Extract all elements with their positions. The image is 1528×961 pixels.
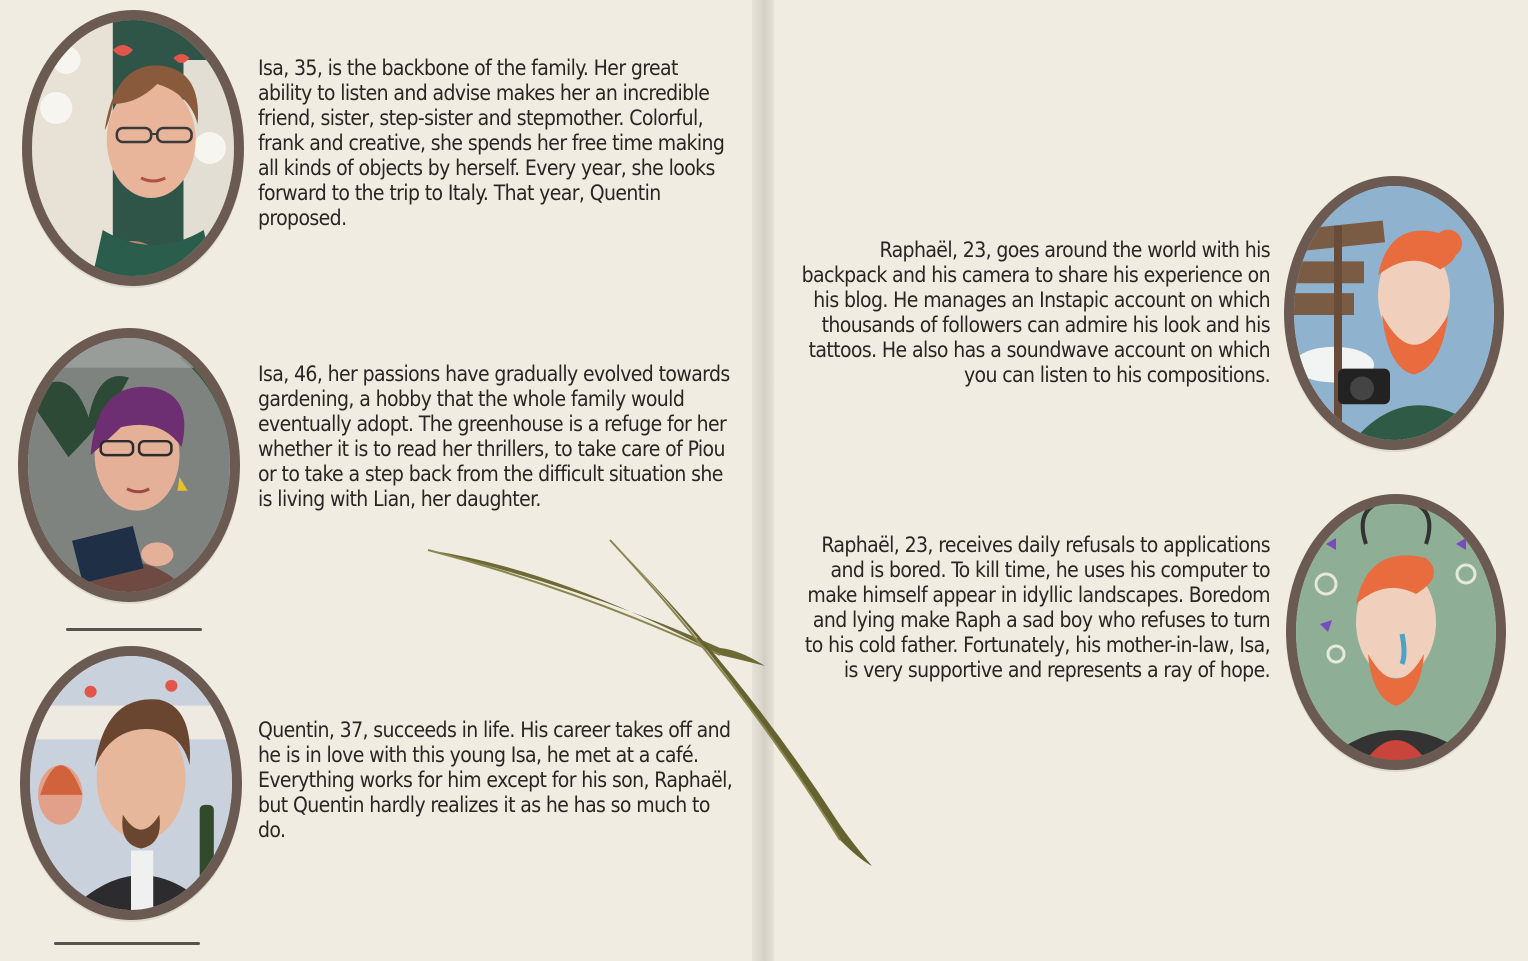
isa-young-portrait[interactable] [22, 10, 244, 286]
raphael-traveler-portrait[interactable] [1284, 176, 1504, 450]
isa-46-bio: Isa, 46, her passions have gradually evolved towards gardening, a hobby that the whole family would eventually adopt. The greenhouse is a refuge for her whether it is to read her thrillers, to take care of Piou or to take a step back from the difficult situation she is living with Lian, her daughter. [258, 362, 730, 511]
isa-35-bio: Isa, 35, is the backbone of the family. Her great ability to listen and advise makes her an incredible friend, sister, step-sister and stepmother. Colorful, frank and creative, she spends her free time making all kinds of objects by herself. Every year, she looks forward to the trip to Italy. That year, Quentin proposed. [258, 56, 725, 230]
divider-2 [54, 942, 200, 945]
raphael-sad-portrait[interactable] [1286, 494, 1506, 770]
isa-older-portrait[interactable] [18, 328, 240, 602]
raphael-sad-bio: Raphaël, 23, receives daily refusals to applications and is bored. To kill time, he uses his computer to make himself appear in idyllic landscapes. Boredom and lying make Raph a sad boy who refuses to turn to his cold father. Fortunately, his mother-in-law, Isa, is very supportive and represents a ray of hope. [804, 533, 1270, 682]
divider-1 [66, 628, 202, 631]
quentin-37-bio: Quentin, 37, succeeds in life. His career takes off and he is in love with this young Isa, he met at a café. Everything works for him except for his son, Raphaël, but Quentin hardly realizes it as he has so much to do. [258, 718, 733, 842]
olive-leaf-decoration [420, 530, 890, 880]
raphael-traveler-bio: Raphaël, 23, goes around the world with his backpack and his camera to share his experience on his blog. He manages an Instapic account on which thousands of followers can admire his look and his tattoos. He also has a soundwave account on which you can listen to his compositions. [801, 238, 1270, 387]
quentin-portrait[interactable] [20, 646, 242, 920]
